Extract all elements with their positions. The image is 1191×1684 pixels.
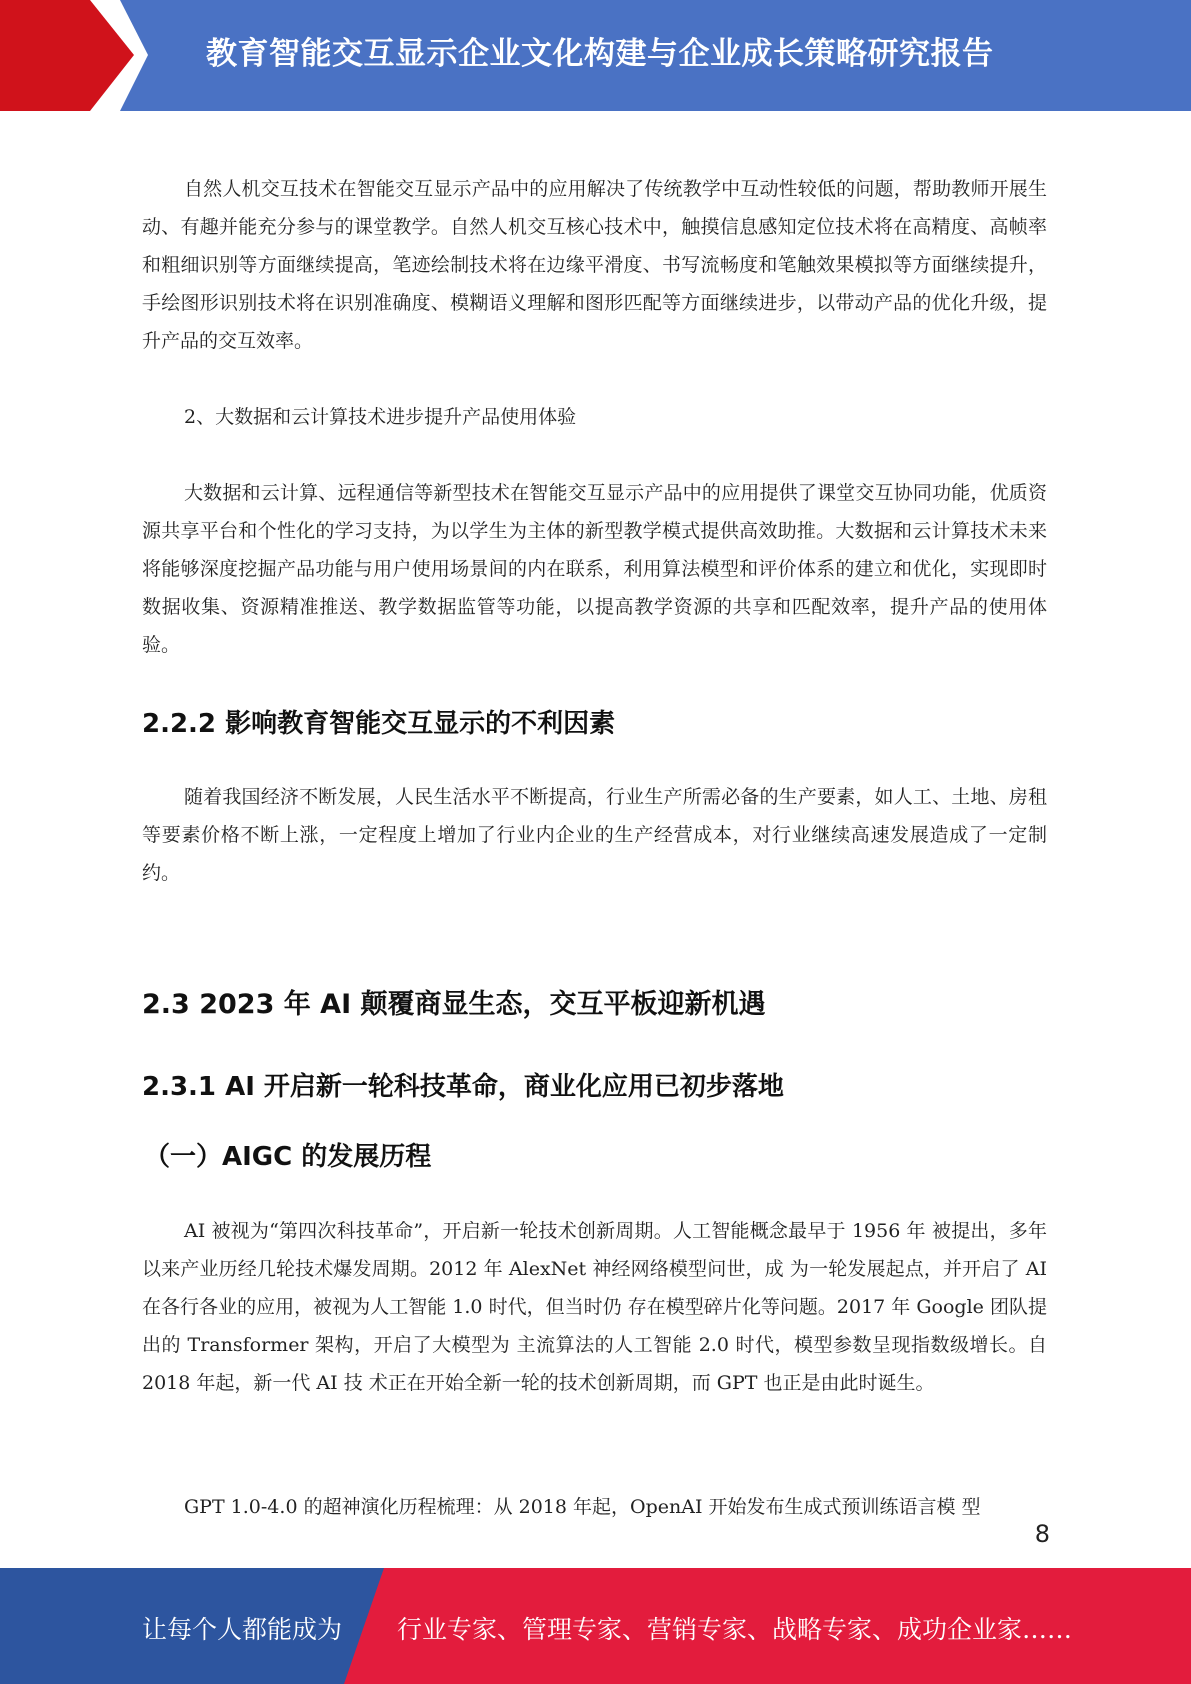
paragraph-gpt-evolution: GPT 1.0-4.0 的超神演化历程梳理：从 2018 年起，OpenAI 开始发布生成式预训练语言模 型 <box>184 1496 981 1518</box>
footer-slogan-right: 行业专家、管理专家、营销专家、战略专家、成功企业家…… <box>397 1615 1073 1644</box>
list-item-bigdata-heading: 2、大数据和云计算技术进步提升产品使用体验 <box>184 406 577 428</box>
page-header <box>0 0 1191 111</box>
footer-slogan-left: 让每个人都能成为 <box>142 1615 343 1644</box>
paragraph-adverse-factors: 随着我国经济不断发展，人民生活水平不断提高，行业生产所需必备的生产要素，如人工、土地、房租等要素价格不断上涨，一定程度上增加了行业内企业的生产经营成本，对行业继续高速发展造成了一定制约。 <box>142 786 1047 884</box>
page-number: 8 <box>1034 1520 1050 1548</box>
page-footer <box>0 1568 1191 1684</box>
paragraph-natural-interaction: 自然人机交互技术在智能交互显示产品中的应用解决了传统教学中互动性较低的问题，帮助教师开展生动、有趣并能充分参与的课堂教学。自然人机交互核心技术中，触摸信息感知定位技术将在高精度、高帧率和粗细识别等方面继续提高，笔迹绘制技术将在边缘平滑度、书写流畅度和笔触效果模拟等方面继续提升，手绘图形识别技术将在识别准确度、模糊语义理解和图形匹配等方面继续进步，以带动产品的优化升级，提升产品的交互效率。 <box>142 178 1047 352</box>
subsection-heading-aigc-history: （一）AIGC 的发展历程 <box>144 1142 432 1172</box>
header-title: 教育智能交互显示企业文化构建与企业成长策略研究报告 <box>206 36 994 72</box>
paragraph-bigdata-cloud: 大数据和云计算、远程通信等新型技术在智能交互显示产品中的应用提供了课堂交互协同功能，优质资源共享平台和个性化的学习支持，为以学生为主体的新型教学模式提供高效助推。大数据和云计算技术未来将能够深度挖掘产品功能与用户使用场景间的内在联系，利用算法模型和评价体系的建立和优化，实现即时数据收集、资源精准推送、教学数据监管等功能，以提高教学资源的共享和匹配效率，提升产品的使用体验。 <box>142 482 1047 656</box>
section-heading-2-2-2: 2.2.2 影响教育智能交互显示的不利因素 <box>142 709 616 739</box>
paragraph-ai-revolution: AI 被视为“第四次科技革命”，开启新一轮技术创新周期。人工智能概念最早于 1956 年 被提出，多年以来产业历经几轮技术爆发周期。2012 年 AlexNet 神经网络模型问世，成 为一轮发展起点，并开启了 AI 在各行各业的应用，被视为人工智能 1.0 时代，但当时仍 存在模型碎片化等问题。2017 年 Google 团队提出的 Transformer 架构，开启了大模型为 主流算法的人工智能 2.0 时代，模型参数呈现指数级增长。自 2018 年起，新一代 AI 技 术正在开始全新一轮的技术创新周期，而 GPT 也正是由此时诞生。 <box>142 1220 1047 1394</box>
section-heading-2-3: 2.3 2023 年 AI 颠覆商显生态，交互平板迎新机遇 <box>142 989 766 1020</box>
section-heading-2-3-1: 2.3.1 AI 开启新一轮科技革命，商业化应用已初步落地 <box>142 1072 784 1102</box>
